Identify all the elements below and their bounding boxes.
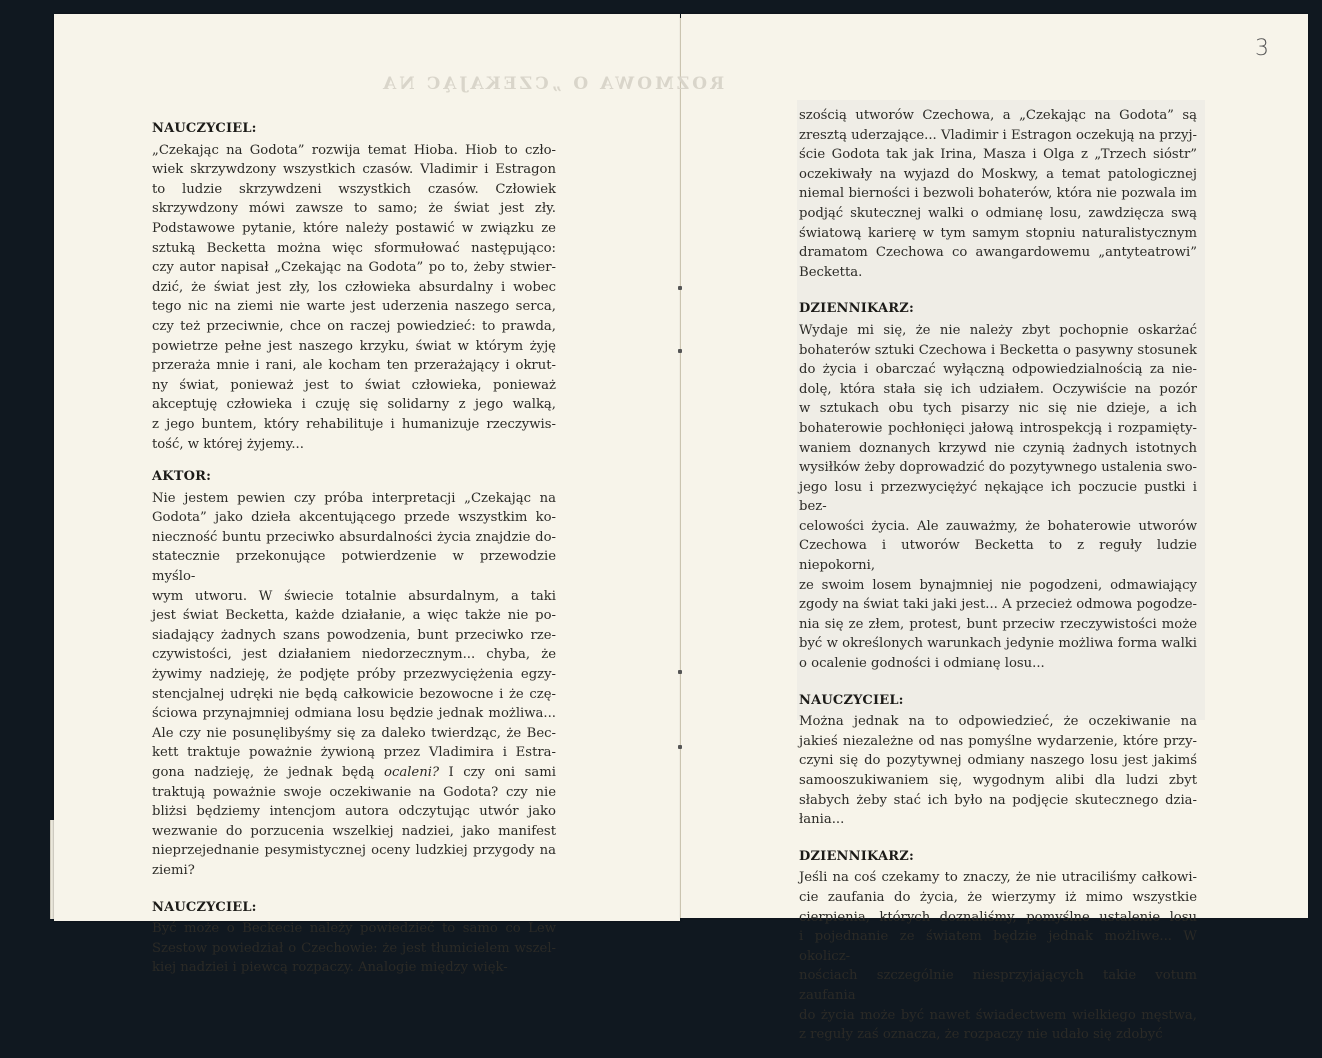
text-line: nia się ze złem, protest, bunt przeciw rzeczywistości może <box>799 616 1197 632</box>
text-line: „Czekając na Godota” rozwija temat Hioba. Hiob to czło- <box>152 142 556 158</box>
text-line: czywistości, jest działaniem niedorzecznym... chyba, że <box>152 647 556 663</box>
text-line: dolę, która stała się ich udziałem. Oczywiście na pozór <box>799 381 1197 397</box>
dialogue-section <box>799 847 1197 1045</box>
text-line: nieprzejednanie pesymistycznej oceny ludzkiej przygody na <box>152 843 556 859</box>
dialogue-section <box>152 119 556 454</box>
text-line: zgody na świat taki jaki jest... A przecież odmowa pogodze- <box>799 597 1197 613</box>
text-line: waniem doznanych krzywd nie czynią żadnych istotnych <box>799 440 1197 456</box>
speaker-label: DZIENNIKARZ: <box>799 301 914 317</box>
text-line: Ale czy nie posunęlibyśmy się za daleko twierdząc, że Bec- <box>152 725 556 741</box>
text-line: przeraża mnie i rani, ale kocham ten przerażający i okrut- <box>152 358 556 374</box>
dialogue-section <box>152 467 556 880</box>
text-line: Podstawowe pytanie, które należy postawić w związku ze <box>152 220 556 236</box>
speech-paragraph <box>152 489 556 881</box>
binding-staple <box>678 670 682 674</box>
right-page-text <box>799 104 1197 1058</box>
binding-staple <box>678 745 682 749</box>
text-line: szością utworów Czechowa, a „Czekając na Godota” są <box>799 108 1197 123</box>
text-line: wezwanie do porzucenia wszelkiej nadziei, jako manifest <box>152 823 556 839</box>
text-line: to ludzie skrzywdzeni wszystkich czasów. Człowiek <box>152 181 556 197</box>
text-line: jakieś niezależne od nas pomyślne wydarzenie, które przy- <box>799 733 1197 749</box>
text-line: zresztą uderzające... Vladimir i Estragon oczekują na przyj- <box>799 127 1197 143</box>
text-line: w sztukach obu tych pisarzy nic się nie dzieje, a ich <box>799 401 1197 417</box>
dialogue-section <box>799 691 1197 830</box>
binding-staple <box>678 286 682 290</box>
text-line: powietrze pełne jest naszego krzyku, świat w którym żyję <box>152 338 556 354</box>
text-line: bohaterów sztuki Czechowa i Becketta o pasywny stosunek <box>799 342 1197 358</box>
text-line: czyni się do pozytywnej odmiany naszego losu jest jakimś <box>799 753 1197 769</box>
text-line: ściowa przynajmniej odmiana losu będzie jednak możliwa... <box>152 706 556 722</box>
speech-paragraph <box>152 919 556 978</box>
text-line: tość, w której żyjemy... <box>152 436 304 452</box>
book-spine <box>680 18 681 918</box>
speaker-label: NAUCZYCIEL: <box>799 692 904 708</box>
bleed-through-heading <box>380 72 724 96</box>
text-line: żywimy nadzieję, że podjęte próby przezwyciężenia egzy- <box>152 667 556 683</box>
text-line: czy też przeciwnie, chce on raczej powiedzieć: to prawda, <box>152 318 556 334</box>
text-line: Można jednak na to odpowiedzieć, że oczekiwanie na <box>799 714 1197 730</box>
text-line: ście Godota tak jak Irina, Masza i Olga z „Trzech sióstr” <box>799 147 1197 163</box>
text-line: podjąć skutecznej walki o odmianę losu, zawdzięcza swą <box>799 205 1197 221</box>
italic-emphasis: ocaleni? <box>384 765 440 780</box>
text-line: bohaterowie pochłonięci jałową introspekcją i rozpamięty- <box>799 420 1197 436</box>
speech-paragraph <box>799 321 1197 674</box>
text-line: ze swoim losem bynajmniej nie pogodzeni, odmawiający <box>799 577 1197 593</box>
text-line: cie zaufania do życia, że wierzymy iż mimo wszystkie <box>799 889 1197 905</box>
speech-paragraph <box>152 141 556 455</box>
text-line: i pojednanie ze światem będzie jednak możliwe... W okolicz- <box>799 929 1197 964</box>
text-line: statecznie przekonujące potwierdzenie w przewodzie myślo- <box>152 549 556 585</box>
text-line: jego losu i przezwyciężyć nękające ich poczucie pustki i bez- <box>799 479 1197 515</box>
text-line: być w określonych warunkach jedynie możliwa forma walki <box>799 636 1197 652</box>
text-line: tego nic na ziemi nie warte jest uderzenia naszego serca, <box>152 299 556 315</box>
text-line: gona nadzieję, że jednak będą ocaleni? I czy oni sami <box>152 765 556 780</box>
text-line: stencjalnej udręki nie będą całkowicie bezowocne i że czę- <box>152 686 556 702</box>
text-line: kett traktuje poważnie żywioną przez Vladimira i Estra- <box>152 745 556 761</box>
text-line: wym utworu. W świecie totalnie absurdalnym, a taki <box>152 588 556 604</box>
text-line: łania... <box>799 812 845 828</box>
binding-staple <box>678 349 682 353</box>
text-line: Czechowa i utworów Becketta to z reguły ludzie niepokorni, <box>799 538 1197 574</box>
dialogue-section <box>799 299 1197 673</box>
text-line: sztuką Becketta można więc sformułować następująco: <box>152 240 556 256</box>
text-line: Becketta. <box>799 264 863 280</box>
text-line: wiek skrzywdzony wszystkich czasów. Vladimir i Estragon <box>152 162 556 178</box>
speech-paragraph <box>799 712 1197 830</box>
text-line: czy autor napisał „Czekając na Godota” po to, żeby stwier- <box>152 260 556 276</box>
text-line: ziemi? <box>152 862 195 878</box>
text-line: dramatom Czechowa co awangardowemu „antyteatrowi” <box>799 245 1197 261</box>
text-line: o ocalenie godności i odmianę losu... <box>799 656 1045 672</box>
text-line: do życia może być nawet świadectwem wielkiego męstwa, <box>799 1007 1197 1023</box>
text-line: akceptuję człowieka i czuję się solidarny z jego walką, <box>152 397 556 413</box>
text-line: cierpienia, których doznaliśmy, pomyślne ustalenie losu <box>799 909 1197 925</box>
text-line: Szestow powiedział o Czechowie: że jest tłumicielem wszel- <box>152 940 556 956</box>
text-line: wysiłków żeby doprowadzić do pozytywnego ustalenia swo- <box>799 460 1197 476</box>
speech-paragraph <box>799 868 1197 1044</box>
speech-paragraph <box>799 106 1197 282</box>
text-line: słabych żeby stać ich było na podjęcie skutecznego dzia- <box>799 792 1197 808</box>
text-line: nieczność buntu przeciwko absurdalności życia znajdzie do- <box>152 529 556 545</box>
text-line: celowości życia. Ale zauważmy, że bohaterowie utworów <box>799 518 1197 534</box>
text-line: ny świat, ponieważ jest to świat człowieka, ponieważ <box>152 377 556 393</box>
speaker-label: DZIENNIKARZ: <box>799 848 914 864</box>
text-line: Godota” jako dzieła akcentującego przede wszystkim ko- <box>152 510 556 526</box>
text-line: samooszukiwaniem się, wygodnym alibi dla ludzi zbyt <box>799 773 1197 788</box>
dialogue-section <box>152 898 556 978</box>
text-line: traktują poważnie swoje oczekiwanie na Godota? czy nie <box>152 784 556 800</box>
text-line: skrzywdzony mówi zawsze to samo; że świat jest zły. <box>152 201 556 217</box>
bleed-through-text: ROZMOWA O „CZEKAJĄC NA <box>380 74 725 94</box>
left-page-text <box>152 119 556 991</box>
dialogue-section <box>799 106 1197 282</box>
text-line: nościach szczególnie niesprzyjających takie votum zaufania <box>799 968 1197 1003</box>
text-line: światową karierę w tym samym stopniu naturalistycznym <box>799 225 1197 241</box>
speaker-label: AKTOR: <box>152 469 212 485</box>
text-line: oczekiwały na wyjazd do Moskwy, a temat patologicznej <box>799 166 1197 182</box>
text-line: kiej nadziei i piewcą rozpaczy. Analogie między więk- <box>152 960 508 976</box>
text-line: Jeśli na coś czekamy to znaczy, że nie utraciliśmy całkowi- <box>799 870 1197 886</box>
page-number: 3 <box>1255 36 1269 61</box>
text-line: Nie jestem pewien czy próba interpretacji „Czekając na <box>152 490 556 506</box>
text-line: Być może o Beckecie należy powiedzieć to samo co Lew <box>152 921 556 937</box>
text-line: bliżsi będziemy intencjom autora odczytując utwór jako <box>152 804 556 820</box>
text-line: dzić, że świat jest zły, los człowieka absurdalny i wobec <box>152 279 556 295</box>
speaker-label: NAUCZYCIEL: <box>152 121 257 136</box>
text-line: Wydaje mi się, że nie należy zbyt pochopnie oskarżać <box>799 322 1197 338</box>
text-line: do życia i obarczać wyłączną odpowiedzialnością za nie- <box>799 362 1197 378</box>
text-line: siadający żadnych szans powodzenia, bunt przeciwko rze- <box>152 627 556 643</box>
text-line: z reguły zaś oznacza, że rozpaczy nie udało się zdobyć <box>799 1027 1163 1043</box>
text-line: niemal bierności i bezwoli bohaterów, która nie pozwala im <box>799 186 1197 202</box>
speaker-label: NAUCZYCIEL: <box>152 899 257 915</box>
text-line: z jego buntem, który rehabilituje i humanizuje rzeczywis- <box>152 416 556 432</box>
text-line: jest świat Becketta, każde działanie, a więc także nie po- <box>152 608 556 624</box>
